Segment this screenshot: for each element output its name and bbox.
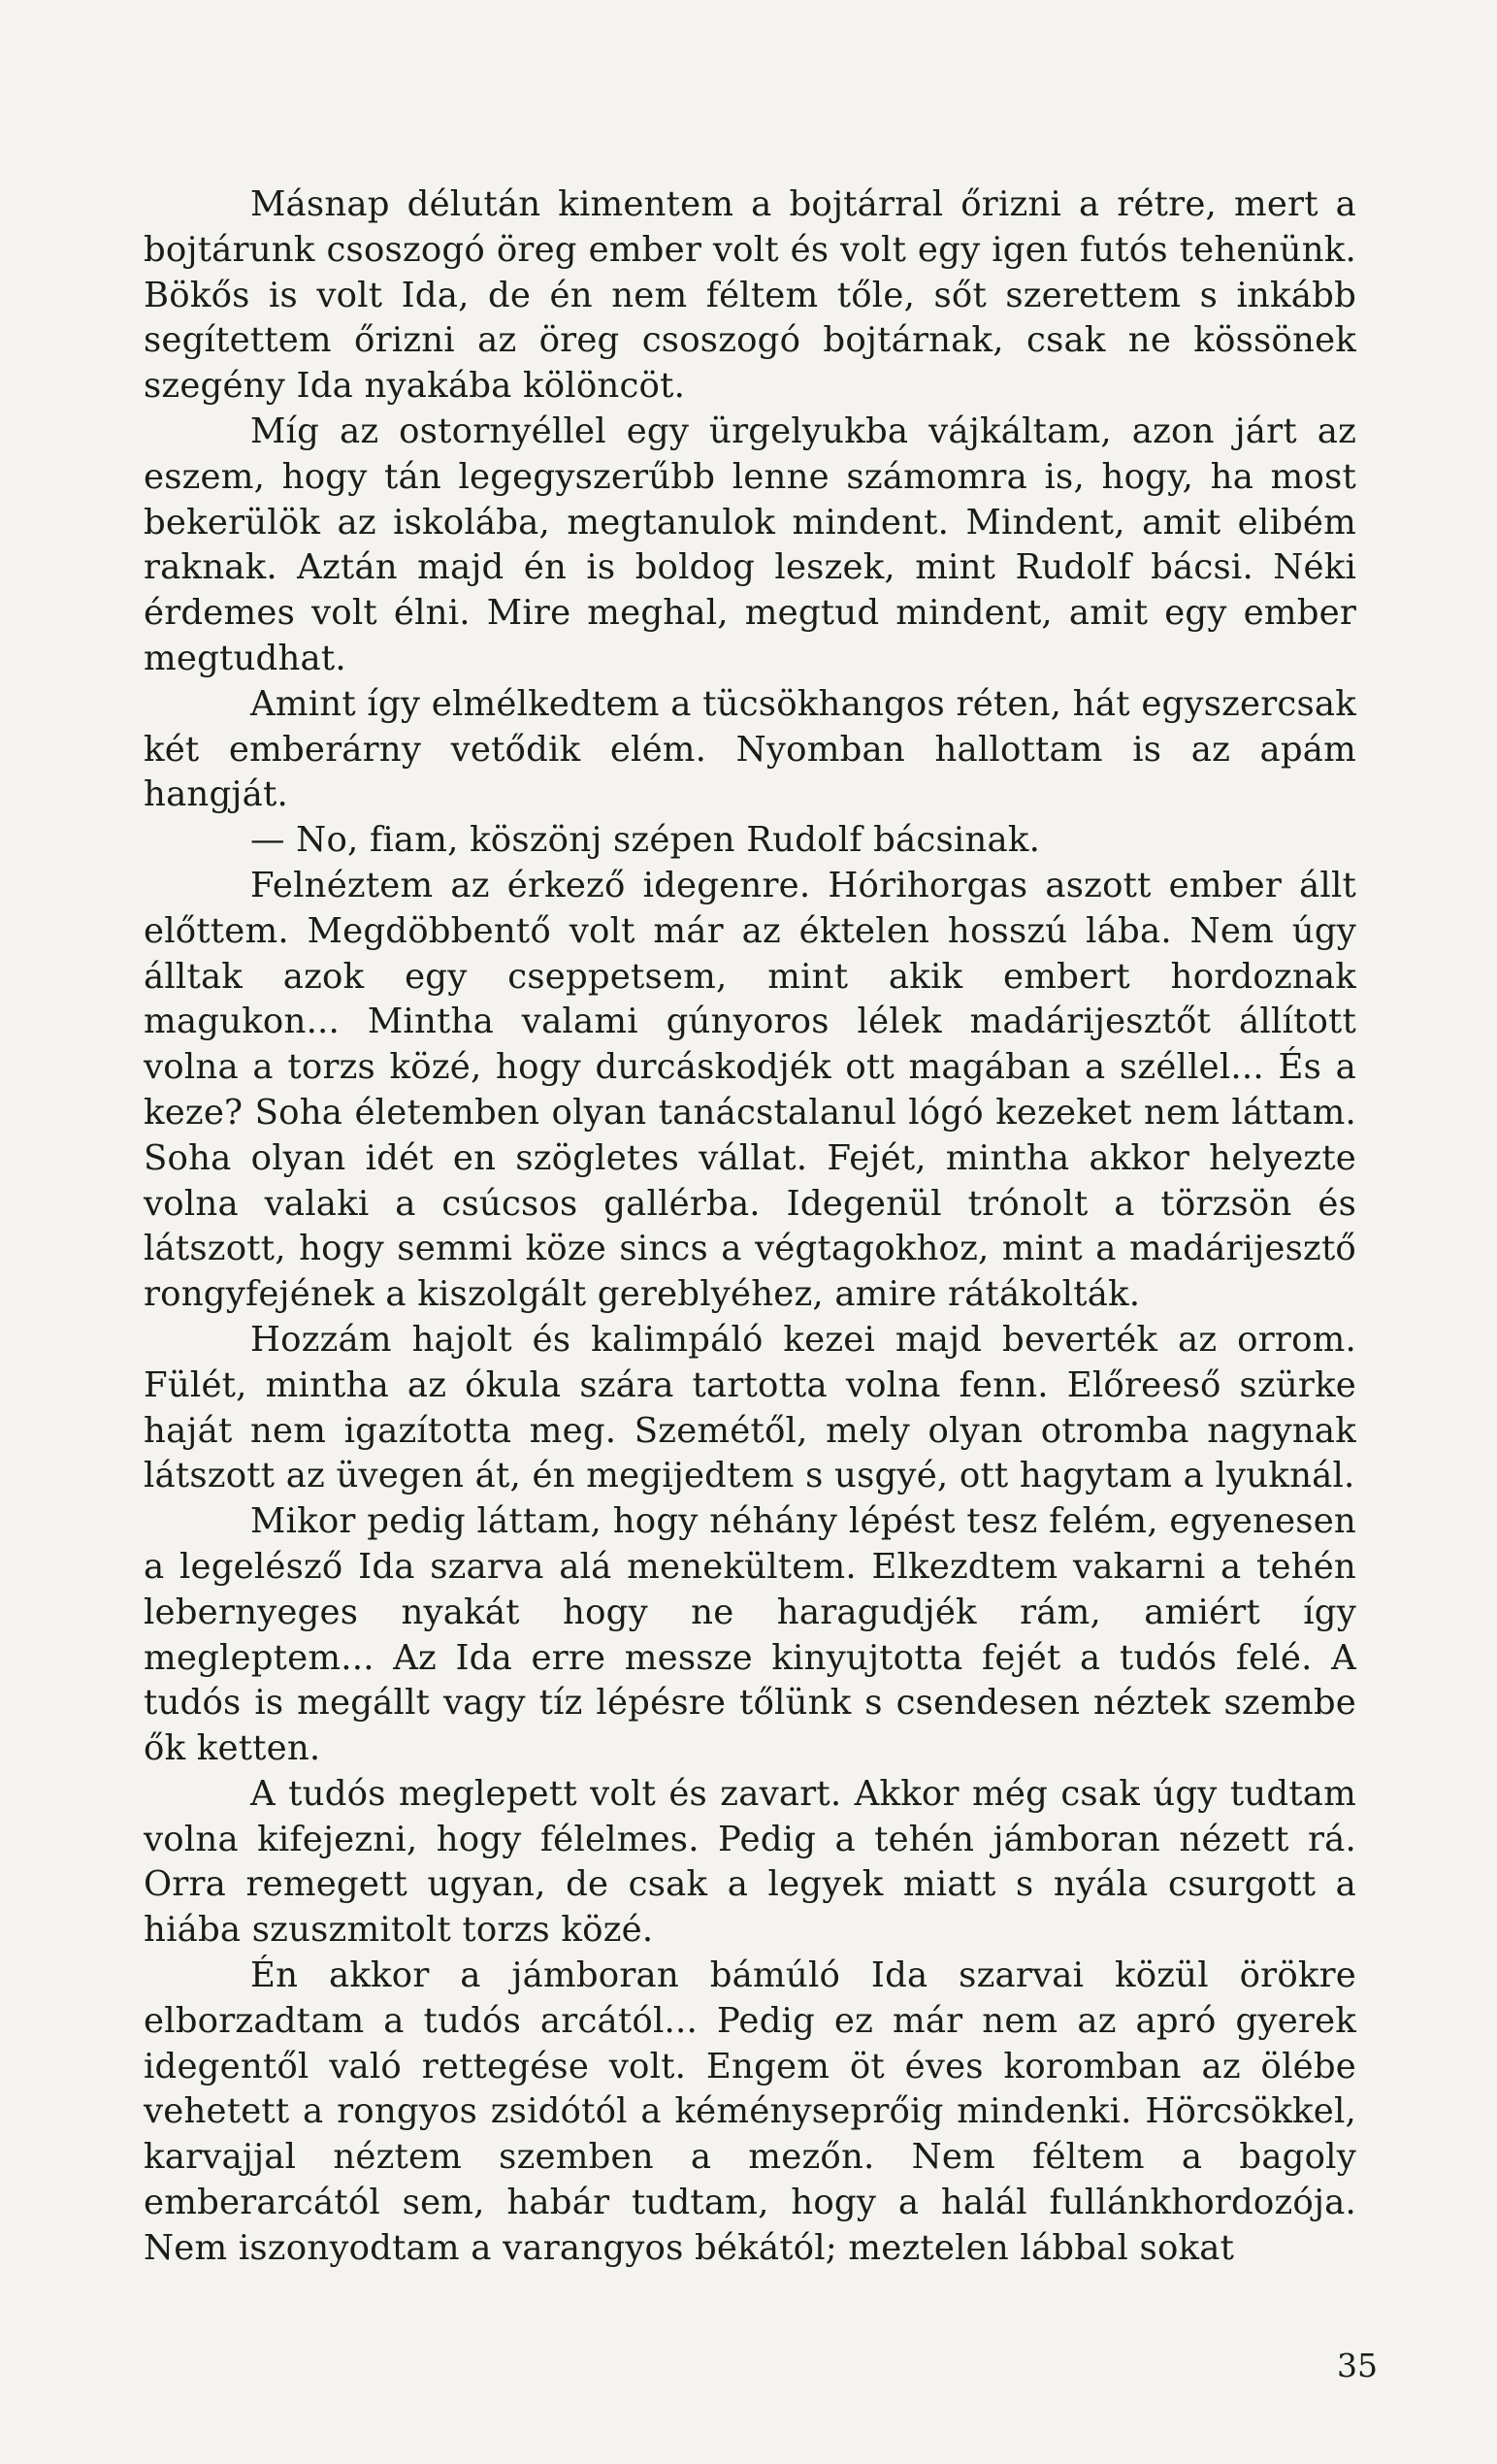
paragraph-9: Én akkor a jámboran bámúló Ida szarvai közül örökre elborzadtam a tudós arcától... Pedig ez már nem az apró gyerek idegentől való rettegése volt. Engem öt éves koromban az ölébe vehetett a rongyos zsidótól a kéményseprőig mindenki. Hörcsökkel, karvajjal néztem szemben a mezőn. Nem féltem a bagoly emberarcától sem, habár tudtam, hogy a halál fullánkhordozója. Nem iszonyodtam a varangyos békától; meztelen lábbal sokat <box>144 1955 1356 2268</box>
paragraph-3: Amint így elmélkedtem a tücsökhangos réten, hát egyszercsak két emberárny vetődik elém. Nyomban hallottam is az apám hangját. <box>144 683 1356 815</box>
paragraph-7: Mikor pedig láttam, hogy néhány lépést tesz felém, egyenesen a legelésző Ida szarva alá menekültem. Elkezdtem vakarni a tehén lebernyeges nyakát hogy ne haragudjék rám, amiért így megleptem... Az Ida erre messze kinyujtotta fejét a tudós felé. A tudós is megállt vagy tíz lépésre tőlünk s csendesen néztek szembe ők ketten. <box>144 1501 1356 1769</box>
paragraph-2: Míg az ostornyéllel egy ürgelyukba vájkáltam, azon járt az eszem, hogy tán legegyszerűbb lenne számomra is, hogy, ha most bekerülök az iskolába, megtanulok mindent. Mindent, amit elibém raknak. Aztán majd én is boldog leszek, mint Rudolf bácsi. Néki érdemes volt élni. Mire meghal, megtud mindent, amit egy ember megtudhat. <box>144 411 1356 678</box>
body-text <box>144 182 1356 2272</box>
page-number: 35 <box>1337 2347 1378 2384</box>
paragraph-4-dialogue: — No, fiam, köszönj szépen Rudolf bácsinak. <box>250 820 1041 861</box>
paragraph-5: Felnéztem az érkező idegenre. Hórihorgas aszott ember állt előttem. Megdöbbentő volt már az éktelen hosszú lába. Nem úgy álltak azok egy cseppetsem, mint akik embert hordoznak magukon... Mintha valami gúnyoros lélek madárijesztőt állított volna a torzs közé, hogy durcáskodjék ott magában a széllel... És a keze? Soha életemben olyan tanácstalanul lógó kezeket nem láttam. Soha olyan idét en szögletes vállat. Fejét, mintha akkor helyezte volna valaki a csúcsos gallérba. Idegenül trónolt a törzsön és látszott, hogy semmi köze sincs a végtagokhoz, mint a madárijesztő rongyfejének a kiszolgált gereblyéhez, amire rátákolták. <box>144 865 1356 1315</box>
paragraph-1: Másnap délután kimentem a bojtárral őrizni a rétre, mert a bojtárunk csoszogó öreg ember volt és volt egy igen futós tehenünk. Bökős is volt Ida, de én nem féltem tőle, sőt szerettem s inkább segítettem őrizni az öreg csoszogó bojtárnak, csak ne kössönek szegény Ida nyakába kölöncöt. <box>144 184 1356 407</box>
paragraph-8: A tudós meglepett volt és zavart. Akkor még csak úgy tudtam volna kifejezni, hogy félelmes. Pedig a tehén jámboran nézett rá. Orra remegett ugyan, de csak a legyek miatt s nyála csurgott a hiába szuszmitolt torzs közé. <box>144 1773 1356 1951</box>
paragraph-6: Hozzám hajolt és kalimpáló kezei majd beverték az orrom. Fülét, mintha az ókula szára tartotta volna fenn. Előreeső szürke haját nem igazította meg. Szemétől, mely olyan otromba nagynak látszott az üvegen át, én megijedtem s usgyé, ott hagytam a lyuknál. <box>144 1319 1356 1496</box>
